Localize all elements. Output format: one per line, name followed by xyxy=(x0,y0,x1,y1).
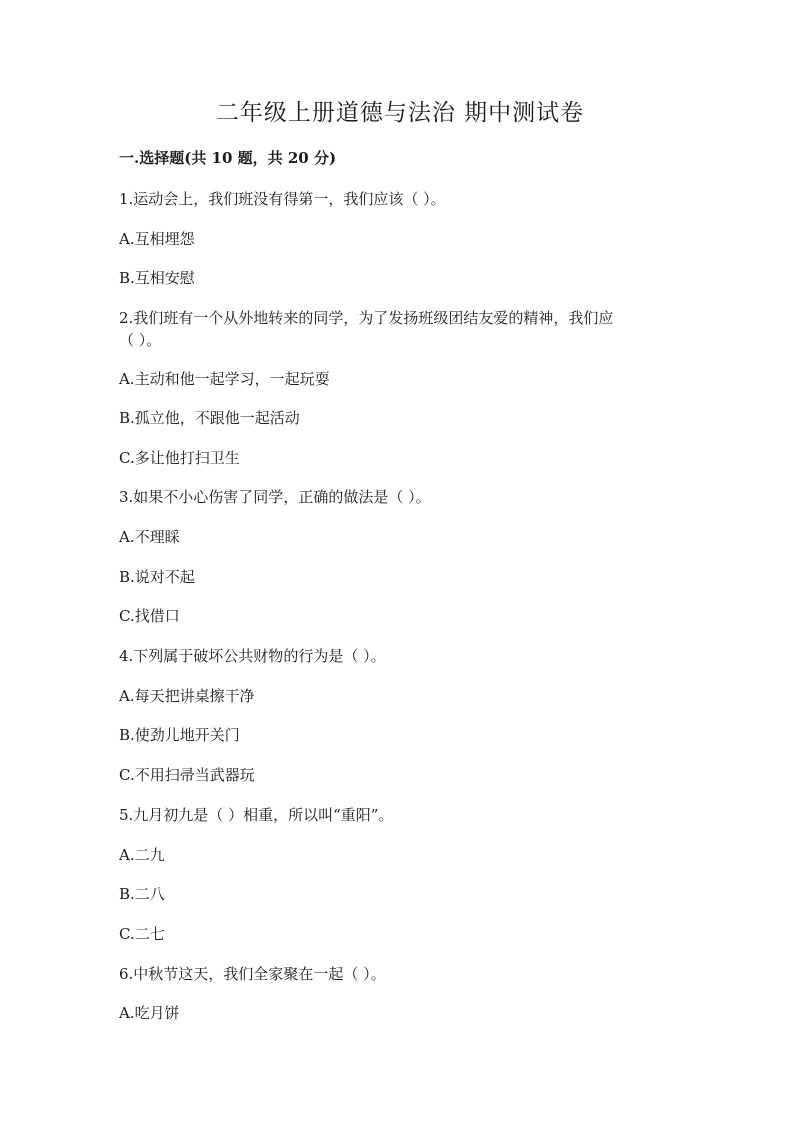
option-3c: C.找借口 xyxy=(119,607,180,625)
exam-title: 二年级上册道德与法治 期中测试卷 xyxy=(215,100,585,126)
question-2-cont: （ ）。 xyxy=(119,331,162,349)
option-5a: A.二九 xyxy=(119,846,165,864)
option-4b: B.使劲儿地开关门 xyxy=(119,726,240,744)
question-5: 5.九月初九是（ ）相重，所以叫“重阳”。 xyxy=(119,806,394,824)
question-4: 4.下列属于破坏公共财物的行为是（ ）。 xyxy=(119,647,386,665)
option-1a: A.互相埋怨 xyxy=(119,230,195,248)
option-2b: B.孤立他，不跟他一起活动 xyxy=(119,409,300,427)
option-4a: A.每天把讲桌擦干净 xyxy=(119,687,255,705)
question-1: 1.运动会上，我们班没有得第一，我们应该（ ）。 xyxy=(119,190,446,208)
option-5c: C.二七 xyxy=(119,925,165,943)
option-4c: C.不用扫帚当武器玩 xyxy=(119,766,255,784)
option-3a: A.不理睬 xyxy=(119,528,180,546)
option-6a: A.吃月饼 xyxy=(119,1004,180,1022)
option-1b: B.互相安慰 xyxy=(119,269,195,287)
question-6: 6.中秋节这天，我们全家聚在一起（ ）。 xyxy=(119,965,386,983)
option-2c: C.多让他打扫卫生 xyxy=(119,449,240,467)
option-3b: B.说对不起 xyxy=(119,568,195,586)
question-3: 3.如果不小心伤害了同学，正确的做法是（ ）。 xyxy=(119,488,431,506)
question-2: 2.我们班有一个从外地转来的同学，为了发扬班级团结友爱的精神，我们应 xyxy=(119,309,614,327)
section-heading: 一.选择题(共 10 题，共 20 分) xyxy=(119,149,337,167)
option-5b: B.二八 xyxy=(119,885,165,903)
option-2a: A.主动和他一起学习，一起玩耍 xyxy=(119,370,330,388)
